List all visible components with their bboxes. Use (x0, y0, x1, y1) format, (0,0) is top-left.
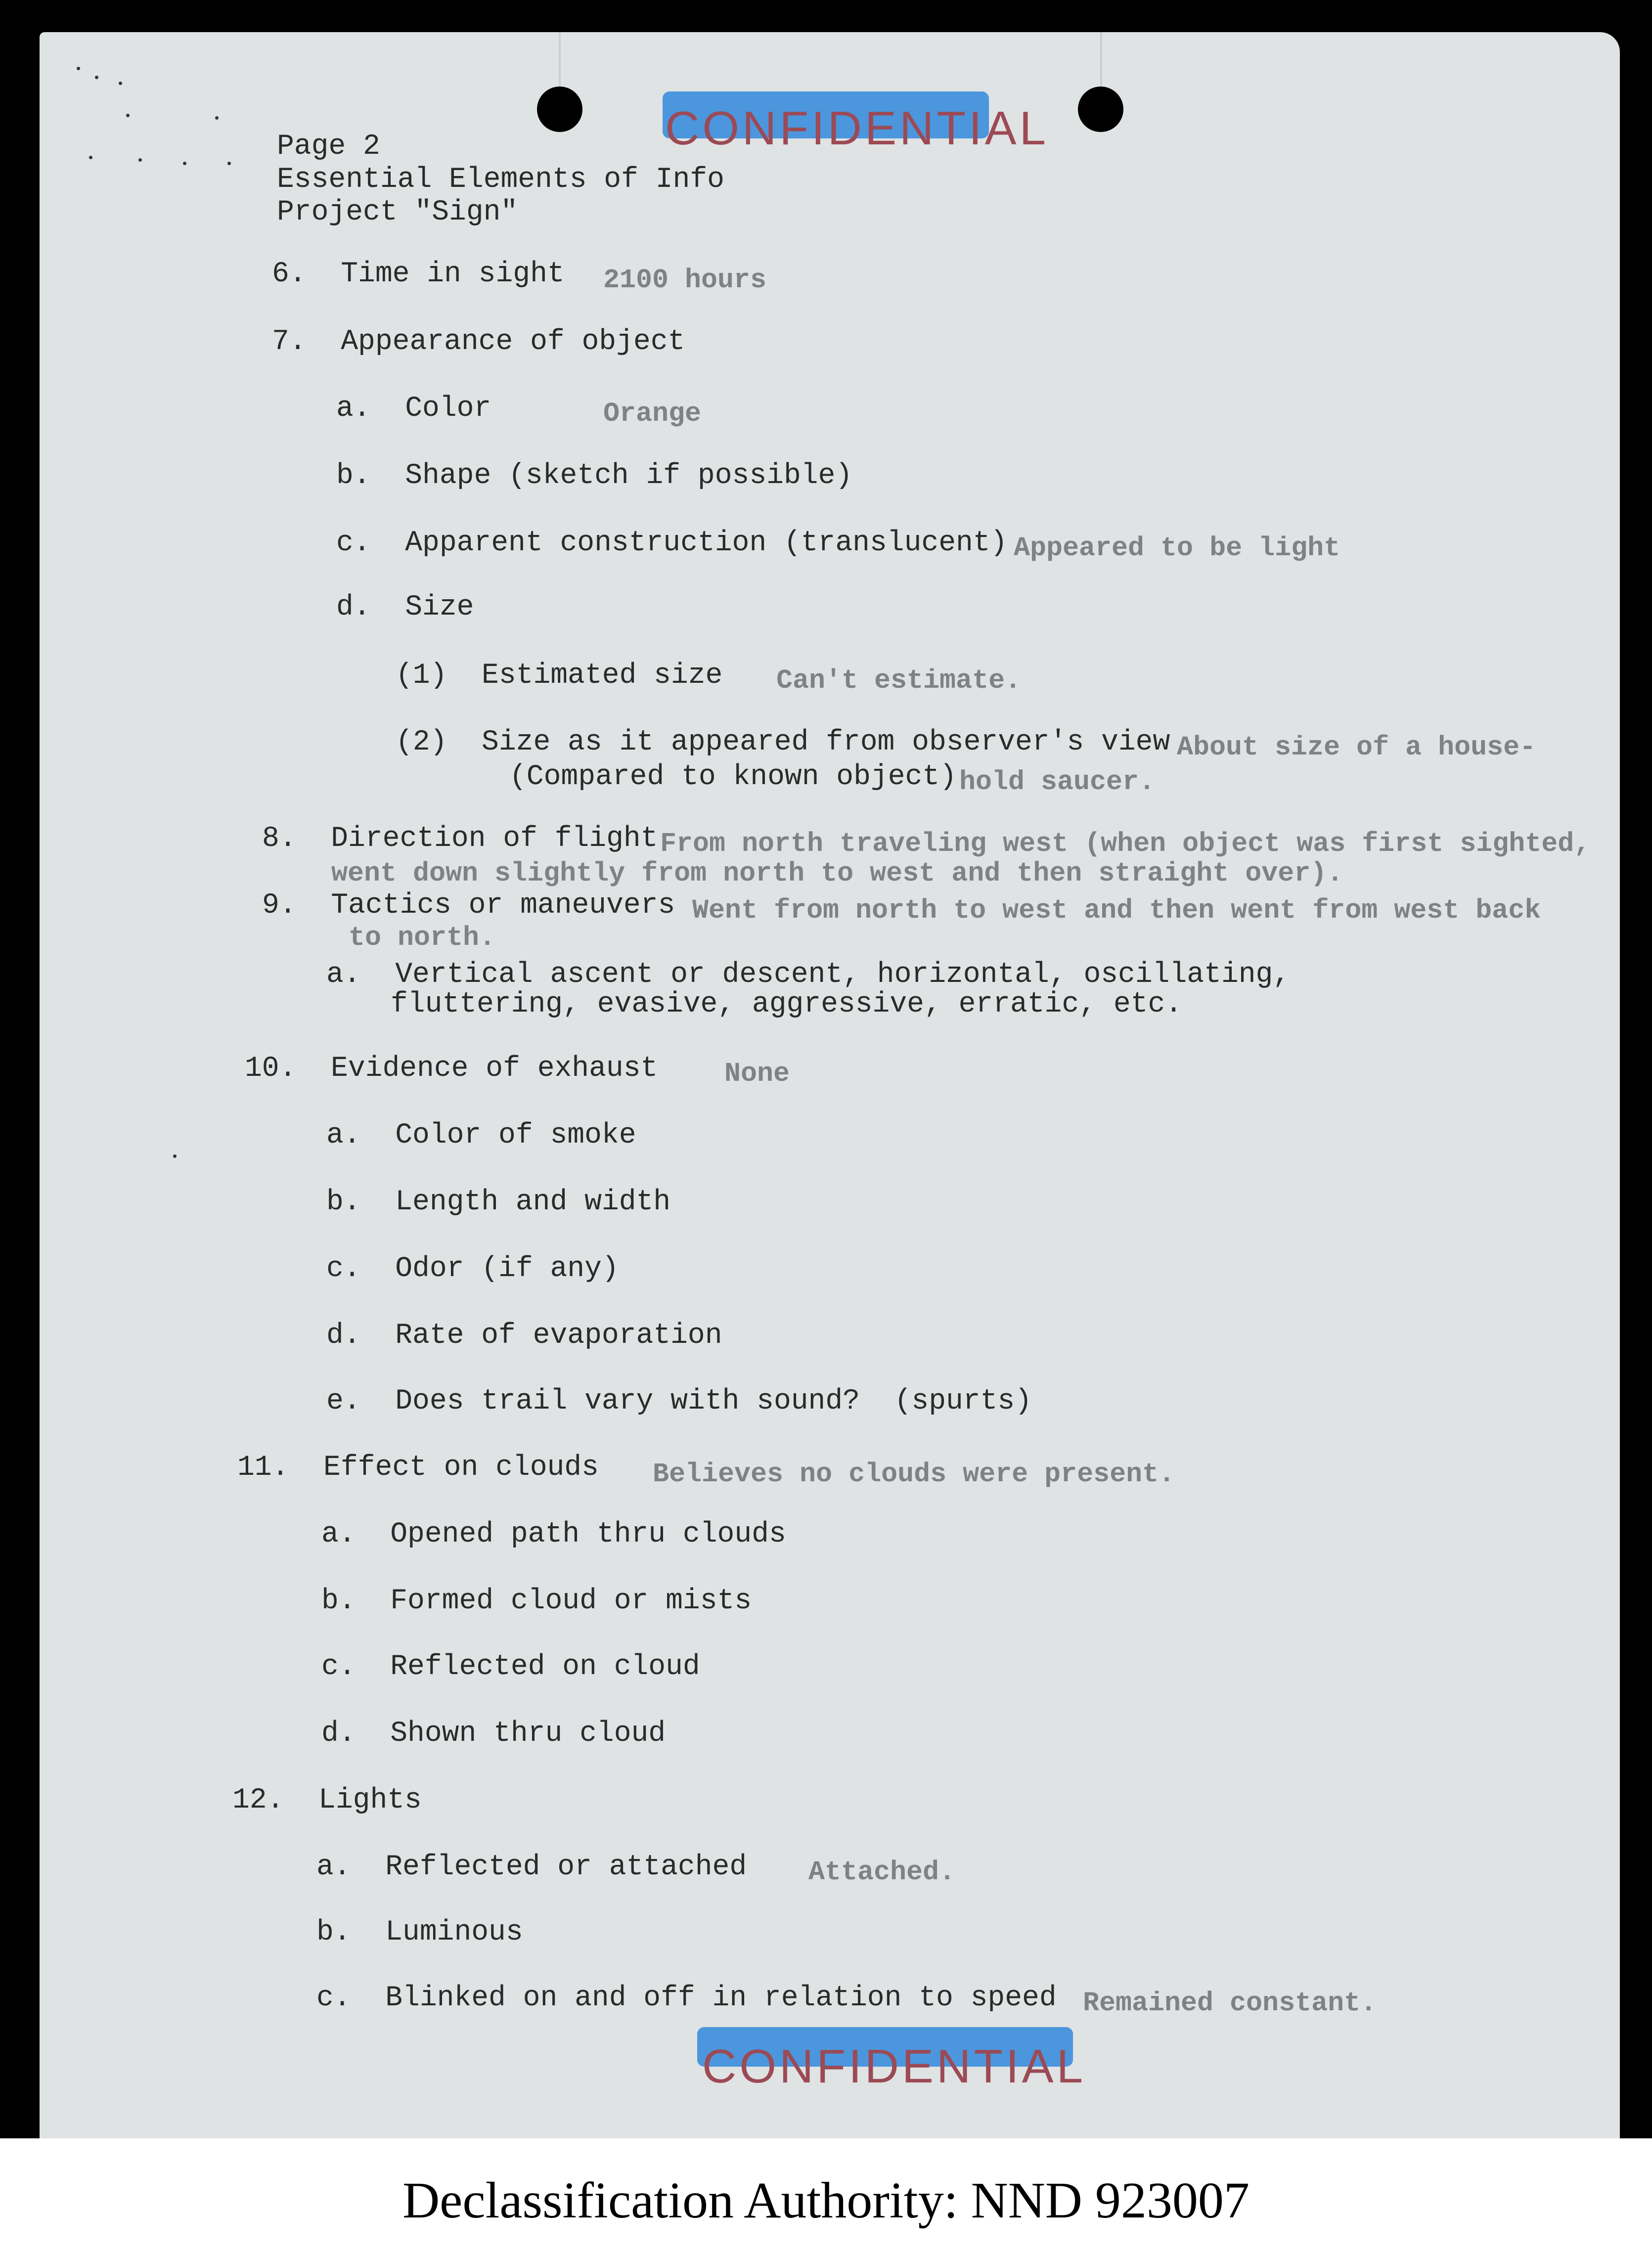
item-11a-label: a. Opened path thru clouds (321, 1518, 786, 1550)
item-8-label: 8. Direction of flight (262, 823, 658, 855)
item-10d-label: d. Rate of evaporation (326, 1320, 722, 1352)
item-11d-label: d. Shown thru cloud (321, 1718, 666, 1750)
item-11-label: 11. Effect on clouds (237, 1452, 599, 1484)
item-12-label: 12. Lights (232, 1784, 422, 1816)
item-12c-answer: Remained constant. (1083, 1988, 1377, 2019)
item-8-answer: From north traveling west (when object was first sighted, (660, 828, 1591, 859)
speck (138, 158, 142, 162)
item-7d-label: d. Size (336, 591, 474, 623)
item-7d1-answer: Can't estimate. (776, 665, 1022, 696)
item-11b-label: b. Formed cloud or mists (321, 1585, 752, 1617)
project-name: Project "Sign" (277, 196, 518, 228)
item-6-answer: 2100 hours (603, 265, 767, 296)
document-page (40, 32, 1620, 2138)
item-7b-label: b. Shape (sketch if possible) (336, 460, 853, 492)
item-12c-label: c. Blinked on and off in relation to speed (316, 1982, 1057, 2014)
item-12a-label: a. Reflected or attached (316, 1851, 747, 1883)
item-7a-answer: Orange (603, 398, 702, 429)
item-10-label: 10. Evidence of exhaust (245, 1053, 658, 1085)
item-10-answer: None (724, 1058, 790, 1089)
speck (183, 162, 186, 165)
item-9-label: 9. Tactics or maneuvers (262, 889, 675, 922)
item-11c-label: c. Reflected on cloud (321, 1651, 700, 1683)
page-number: Page 2 (277, 131, 380, 163)
item-9a-label-cont: fluttering, evasive, aggressive, erratic, etc. (391, 988, 1183, 1020)
item-7d1-label: (1) Estimated size (396, 660, 723, 692)
item-9-answer-cont: to north. (349, 922, 496, 953)
speck (173, 1154, 177, 1158)
item-6-label: 6. Time in sight (272, 258, 565, 290)
item-10e-label: e. Does trail vary with sound? (spurts) (326, 1385, 1032, 1417)
binder-hole-left (537, 87, 582, 132)
item-9a-label: a. Vertical ascent or descent, horizontal, oscillating, (326, 959, 1291, 991)
confidential-stamp-top: CONFIDENTIAL (665, 102, 1049, 155)
speck (77, 67, 80, 70)
item-8-answer-cont: went down slightly from north to west and then straight over). (331, 858, 1343, 889)
declassification-authority: Declassification Authority: NND 923007 (402, 2172, 1250, 2229)
item-10a-label: a. Color of smoke (326, 1119, 636, 1151)
item-12b-label: b. Luminous (316, 1916, 523, 1948)
document-subtitle: Essential Elements of Info (277, 164, 724, 196)
confidential-stamp-bottom: CONFIDENTIAL (702, 2040, 1086, 2093)
item-7a-label: a. Color (336, 393, 491, 425)
speck (119, 82, 122, 85)
item-10b-label: b. Length and width (326, 1186, 671, 1218)
item-10c-label: c. Odor (if any) (326, 1253, 619, 1285)
speck (95, 76, 98, 79)
speck (227, 162, 231, 165)
item-7d2-label: (2) Size as it appeared from observer's view (396, 726, 1170, 758)
item-7d2-answer: About size of a house- (1177, 732, 1536, 763)
binder-slit-right (1100, 32, 1102, 91)
item-7d2-label-cont: (Compared to known object) (509, 761, 957, 793)
item-7-label: 7. Appearance of object (272, 326, 685, 358)
binder-slit-left (559, 32, 561, 91)
item-7c-label: c. Apparent construction (translucent) (336, 527, 1008, 559)
item-9-answer: Went from north to west and then went from west back (692, 895, 1541, 926)
item-11-answer: Believes no clouds were present. (653, 1459, 1175, 1490)
item-7c-answer: Appeared to be light (1014, 532, 1340, 564)
footer-bar (0, 2138, 1652, 2257)
item-12a-answer: Attached. (808, 1857, 956, 1888)
binder-hole-right (1078, 87, 1123, 132)
speck (89, 156, 92, 159)
speck (215, 116, 219, 120)
item-7d2-answer-cont: hold saucer. (959, 766, 1156, 797)
speck (126, 114, 130, 117)
